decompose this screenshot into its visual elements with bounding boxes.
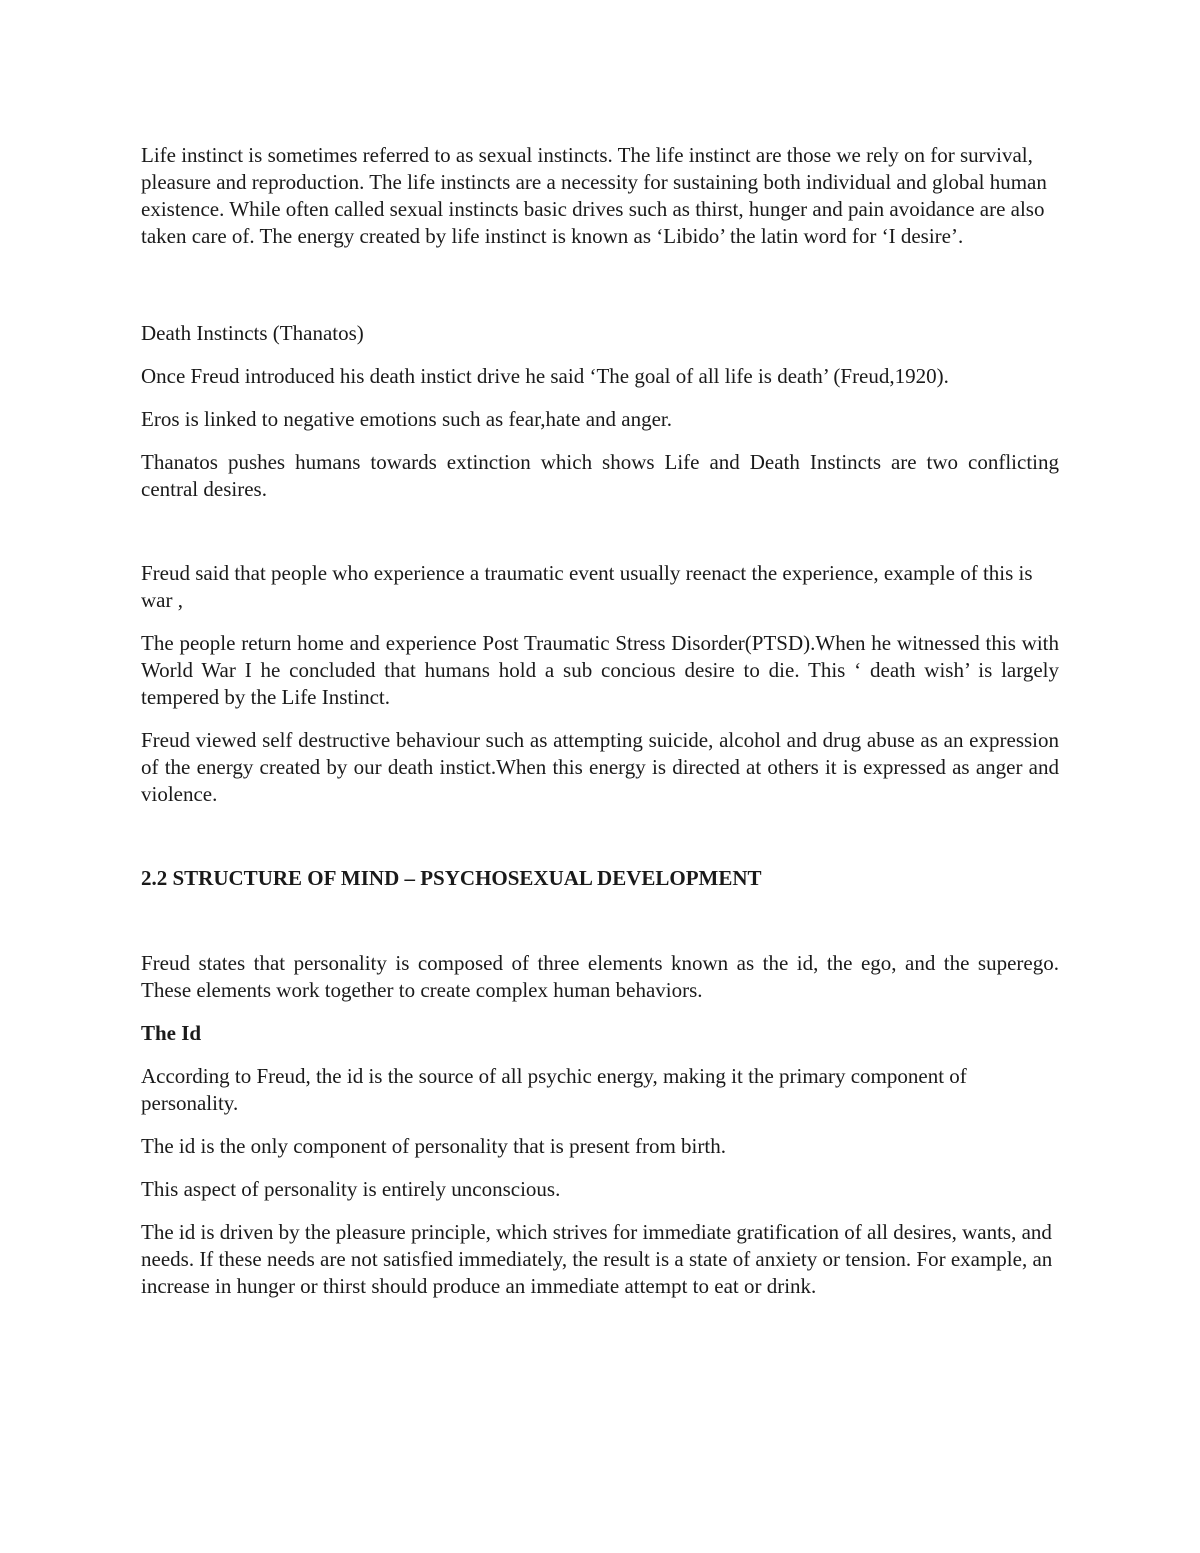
thanatos-paragraph: Thanatos pushes humans towards extinction which shows Life and Death Instincts are two conflicting central desires. — [141, 450, 1059, 501]
life-instinct-paragraph: Life instinct is sometimes referred to as sexual instincts. The life instinct are those we rely on for survival, pleasure and reproduction. The life instincts are a necessity for sustaining both individual and global human existence. While often called sexual instincts basic drives such as thirst, hunger and pain avoidance are also taken care of. The energy created by life instinct is known as ‘Libido’ the latin word for ‘I desire’. — [141, 143, 1047, 248]
id-source-paragraph: According to Freud, the id is the source of all psychic energy, making it the primary component of personality. — [141, 1064, 967, 1115]
the-id-heading: The Id — [141, 1021, 202, 1045]
id-birth-paragraph: The id is the only component of personality that is present from birth. — [141, 1134, 726, 1158]
ptsd-paragraph: The people return home and experience Post Traumatic Stress Disorder(PTSD).When he witnessed this with World War I he concluded that humans hold a sub concious desire to die. This ‘ death wish’ is largely tempered by the Life Instinct. — [141, 631, 1059, 709]
death-instincts-heading: Death Instincts (Thanatos) — [141, 321, 364, 345]
freud-death-drive-paragraph: Once Freud introduced his death instict drive he said ‘The goal of all life is death’ (Freud,1920). — [141, 364, 949, 388]
eros-paragraph: Eros is linked to negative emotions such as fear,hate and anger. — [141, 407, 672, 431]
document-page — [141, 142, 1059, 1300]
self-destructive-paragraph: Freud viewed self destructive behaviour such as attempting suicide, alcohol and drug abuse as an expression of the energy created by our death instict.When this energy is directed at others it is expressed as anger and violence. — [141, 728, 1059, 806]
personality-elements-paragraph: Freud states that personality is composed of three elements known as the id, the ego, and the superego. These elements work together to create complex human behaviors. — [141, 951, 1059, 1002]
section-heading: 2.2 STRUCTURE OF MIND – PSYCHOSEXUAL DEVELOPMENT — [141, 866, 762, 890]
traumatic-event-paragraph: Freud said that people who experience a traumatic event usually reenact the experience, example of this is war , — [141, 561, 1033, 612]
pleasure-principle-paragraph: The id is driven by the pleasure principle, which strives for immediate gratification of all desires, wants, and needs. If these needs are not satisfied immediately, the result is a state of anxiety or tension. For example, an increase in hunger or thirst should produce an immediate attempt to eat or drink. — [141, 1220, 1053, 1298]
id-unconscious-paragraph: This aspect of personality is entirely unconscious. — [141, 1177, 561, 1201]
